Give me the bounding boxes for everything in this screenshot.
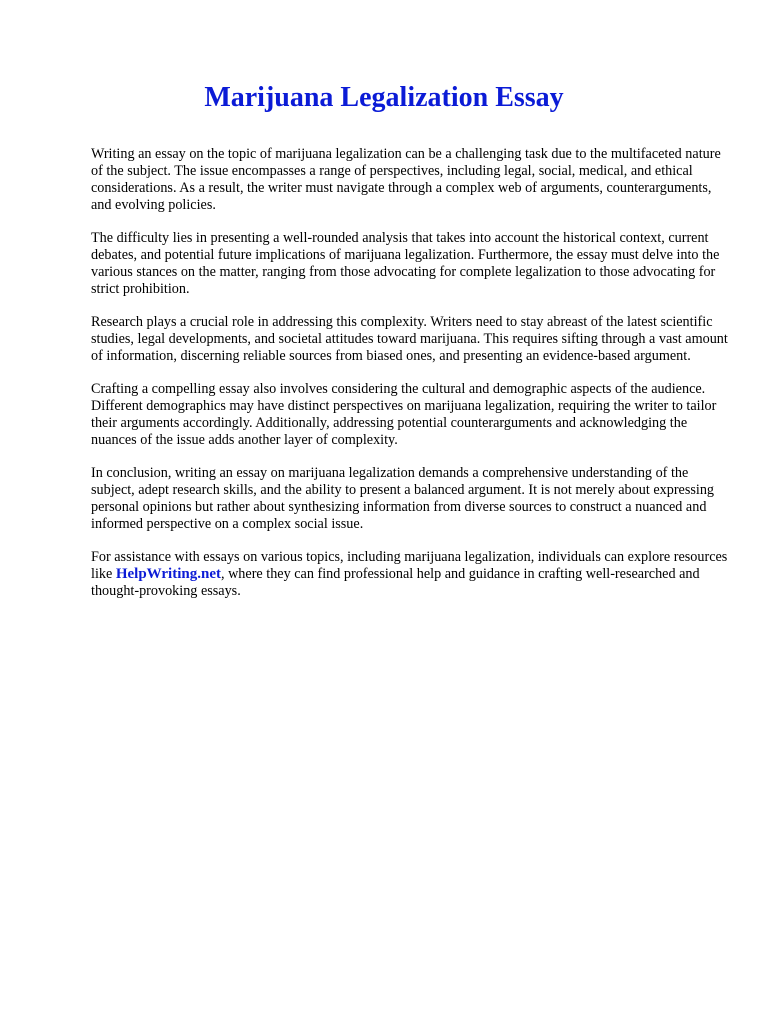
closing-text-after-link: , where they can find professional help and guidance in crafting well-researched and thought-provoking essays.	[91, 566, 700, 599]
closing-paragraph	[91, 549, 731, 600]
paragraph-1: Writing an essay on the topic of marijuana legalization can be a challenging task due to the multifaceted nature of the subject. The issue encompasses a range of perspectives, including legal, social, medical, and ethical considerations. As a result, the writer must navigate through a complex web of arguments, counterarguments, and evolving policies.	[91, 146, 721, 213]
paragraph-3: Research plays a crucial role in addressing this complexity. Writers need to stay abreast of the latest scientific studies, legal developments, and societal attitudes toward marijuana. This requires sifting through a vast amount of information, discerning reliable sources from biased ones, and presenting an evidence-based argument.	[91, 314, 728, 364]
helpwriting-link[interactable]: HelpWriting.net	[115, 566, 221, 582]
paragraph-2: The difficulty lies in presenting a well-rounded analysis that takes into account the historical context, current debates, and potential future implications of marijuana legalization. Furthermore, the essay must delve into the various stances on the matter, ranging from those advocating for complete legalization to those advocating for strict prohibition.	[91, 230, 720, 297]
page-title: Marijuana Legalization Essay	[204, 82, 564, 113]
closing-text-before-link: For assistance with essays on various topics, including marijuana legalization, individuals can explore resources like	[91, 549, 728, 582]
essay-body	[91, 146, 731, 616]
paragraph-5: In conclusion, writing an essay on marijuana legalization demands a comprehensive understanding of the subject, adept research skills, and the ability to present a balanced argument. It is not merely about expressing personal opinions but rather about synthesizing information from diverse sources to construct a nuanced and informed perspective on a complex social issue.	[91, 465, 715, 532]
paragraph-4: Crafting a compelling essay also involves considering the cultural and demographic aspects of the audience. Different demographics may have distinct perspectives on marijuana legalization, requiring the writer to tailor their arguments accordingly. Additionally, addressing potential counterarguments and acknowledging the nuances of the issue adds another layer of complexity.	[91, 381, 717, 448]
